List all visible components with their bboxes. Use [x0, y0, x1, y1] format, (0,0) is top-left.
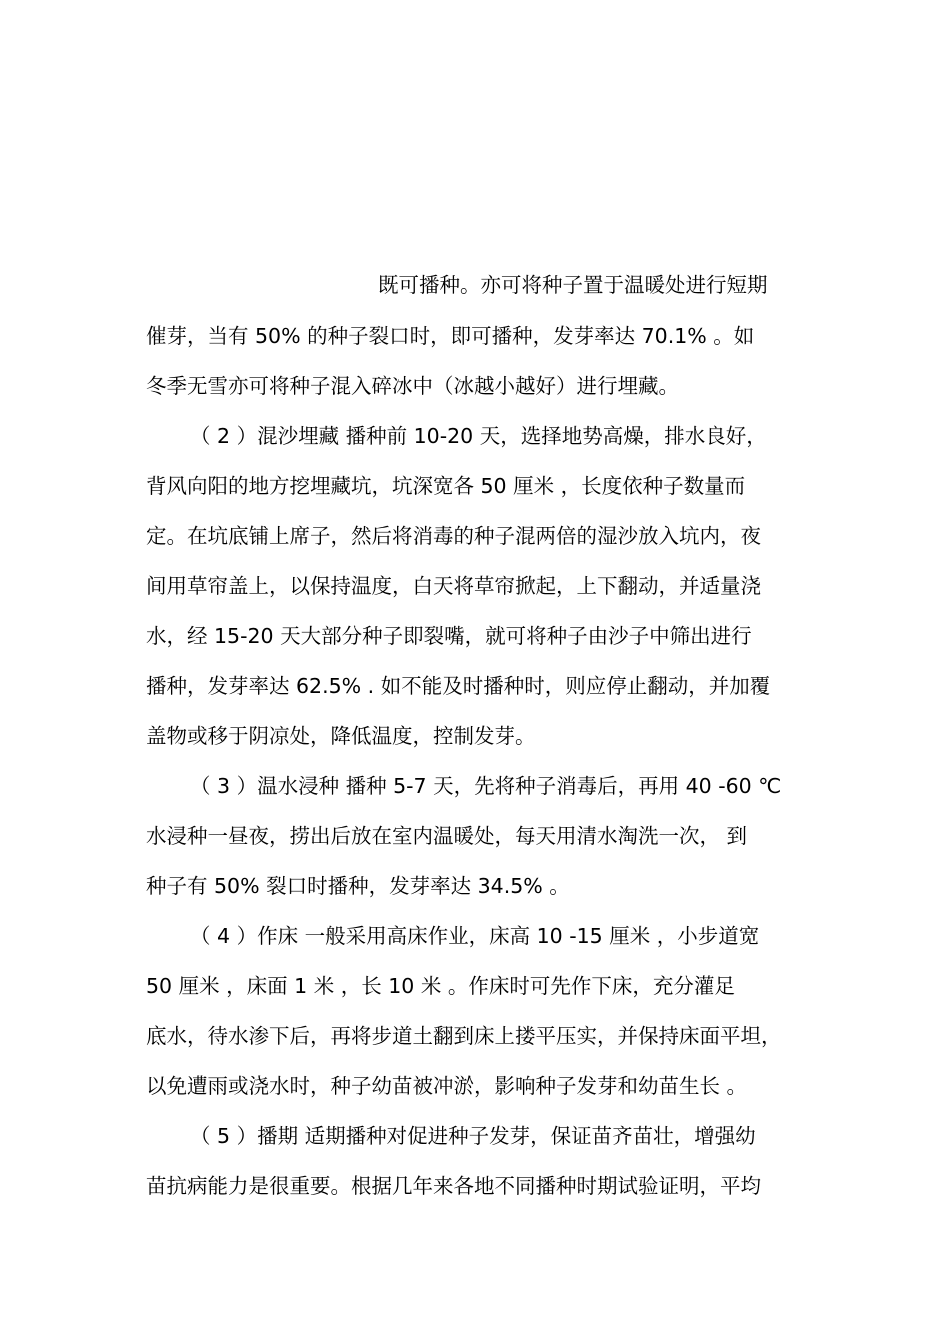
paragraph-5-line-1: （ 5 ）播期 适期播种对促进种子发芽，保证苗齐苗壮，增强幼	[190, 1124, 756, 1148]
text-line-12: 水浸种一昼夜，捞出后放在室内温暖处，每天用清水淘洗一次， 到	[146, 824, 748, 848]
text-line-3: 冬季无雪亦可将种子混入碎冰中（冰越小越好）进行埋藏。	[146, 374, 679, 398]
text-line-6: 定。在坑底铺上席子，然后将消毒的种子混两倍的湿沙放入坑内，夜	[146, 524, 761, 548]
text-line-10: 盖物或移于阴凉处，降低温度，控制发芽。	[146, 724, 536, 748]
text-line-17: 以免遭雨或浇水时，种子幼苗被冲淤，影响种子发芽和幼苗生长 。	[146, 1074, 748, 1098]
text-line-15: 50 厘米 ，床面 1 米 ，长 10 米 。作床时可先作下床，充分灌足	[146, 974, 735, 998]
text-line-1: 既可播种。亦可将种子置于温暖处进行短期	[378, 273, 768, 297]
paragraph-3-line-1: （ 3 ）温水浸种 播种 5-7 天，先将种子消毒后，再用 40 -60 ℃	[190, 774, 782, 798]
text-line-5: 背风向阳的地方挖埋藏坑，坑深宽各 50 厘米 ，长度依种子数量而	[146, 474, 746, 498]
paragraph-2-line-1: （ 2 ）混沙埋藏 播种前 10-20 天，选择地势高燥，排水良好，	[190, 424, 767, 448]
text-line-13: 种子有 50% 裂口时播种，发芽率达 34.5% 。	[146, 874, 570, 898]
text-line-9: 播种，发芽率达 62.5% . 如不能及时播种时，则应停止翻动，并加覆	[146, 674, 771, 698]
text-line-16: 底水，待水渗下后，再将步道土翻到床上搂平压实，并保持床面平坦，	[146, 1024, 782, 1048]
text-line-19: 苗抗病能力是很重要。根据几年来各地不同播种时期试验证明，平均	[146, 1174, 761, 1198]
paragraph-4-line-1: （ 4 ）作床 一般采用高床作业，床高 10 -15 厘米 ，小步道宽	[190, 924, 760, 948]
text-line-8: 水，经 15-20 天大部分种子即裂嘴，就可将种子由沙子中筛出进行	[146, 624, 752, 648]
text-line-7: 间用草帘盖上，以保持温度，白天将草帘掀起，上下翻动，并适量浇	[146, 574, 761, 598]
text-line-2: 催芽，当有 50% 的种子裂口时，即可播种，发芽率达 70.1% 。如	[146, 324, 755, 348]
